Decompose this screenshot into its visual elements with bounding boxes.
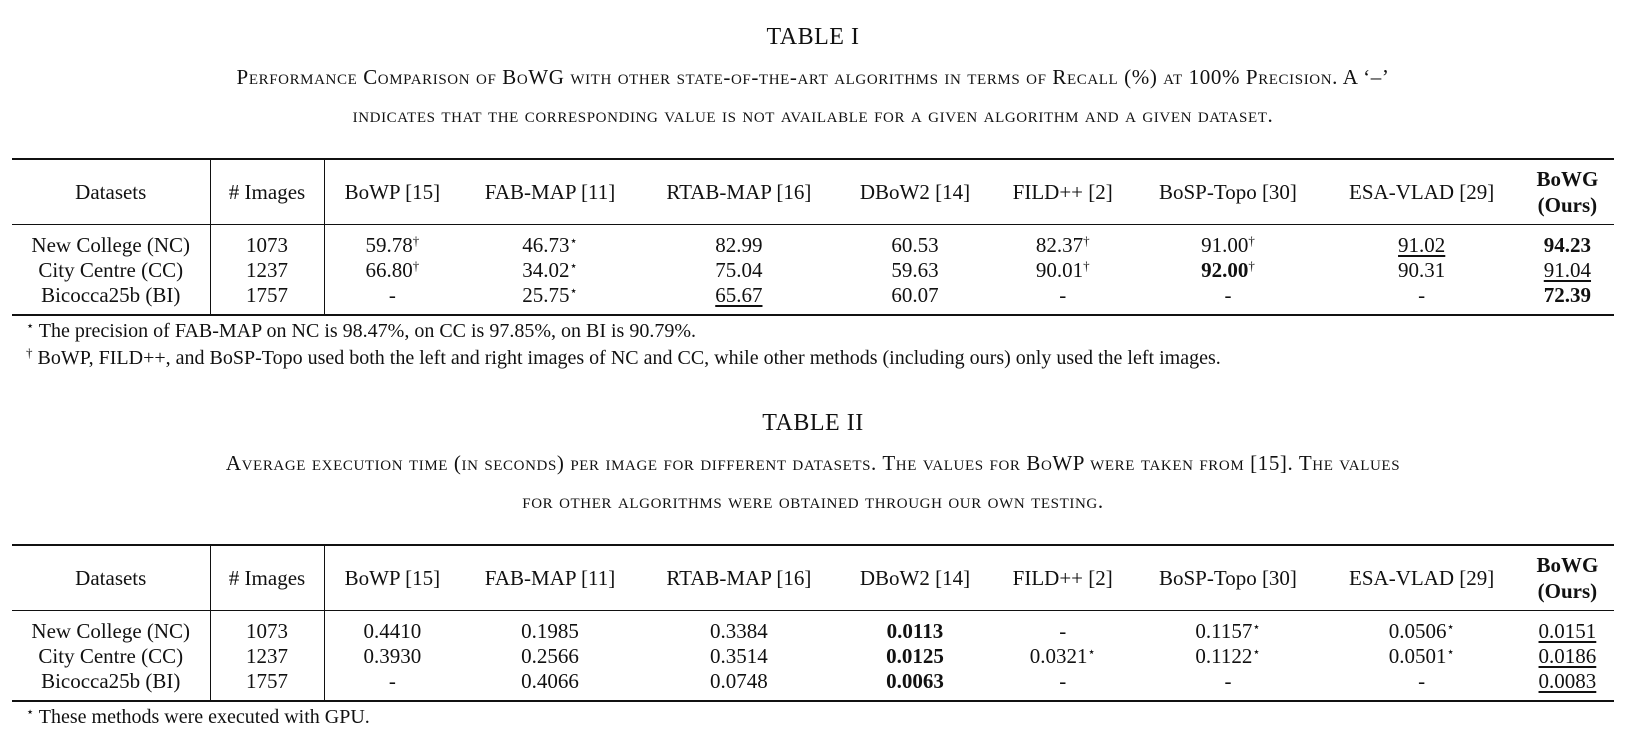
value-cell <box>640 225 838 259</box>
cell-value: 0.0748 <box>709 669 768 693</box>
value-cell <box>460 258 640 283</box>
col-header-dbow2: DBoW2 [14] <box>859 565 971 590</box>
value-cell <box>460 225 640 259</box>
value-cell <box>838 644 992 669</box>
cell-value: 59.78 <box>365 233 413 257</box>
table-row <box>12 644 1614 669</box>
value-cell <box>1323 611 1521 645</box>
cell-value: 82.37 <box>1035 233 1084 257</box>
cell-value: 91.04 <box>1543 258 1592 282</box>
footnote-text: The precision of FAB-MAP on NC is 98.47%, on CC is 97.85%, on BI is 90.79%. <box>34 320 696 342</box>
table-caption <box>12 58 1614 134</box>
col-header-esa-vlad: ESA-VLAD [29] <box>1349 179 1495 204</box>
table-label: TABLE II <box>762 410 864 436</box>
bowg-label: BoWG <box>1536 167 1599 191</box>
footnote-mark: ⋆ <box>1252 644 1261 659</box>
cell-value: 66.80 <box>365 258 413 282</box>
cell-value: 94.23 <box>1543 233 1592 257</box>
value-cell <box>1521 283 1614 315</box>
value-cell <box>992 283 1133 315</box>
cell-value: 0.0506 <box>1388 619 1447 643</box>
cell-value: 72.39 <box>1543 283 1592 307</box>
value-cell <box>1323 225 1521 259</box>
table-1 <box>12 22 1614 372</box>
cell-value: 0.0186 <box>1538 644 1597 668</box>
footnote-text: These methods were executed with GPU. <box>34 706 370 728</box>
cell-value: 0.3514 <box>709 644 768 668</box>
cell-value: 0.2566 <box>521 644 579 668</box>
cell-value: - <box>1059 283 1067 307</box>
table-label: TABLE I <box>766 24 860 50</box>
cell-value: 0.0113 <box>886 619 944 643</box>
col-header-fabmap: FAB-MAP [11] <box>484 565 616 590</box>
dataset-cell: City Centre (CC) <box>12 644 210 669</box>
value-cell <box>640 611 838 645</box>
footnote-mark: ⋆ <box>1446 619 1455 634</box>
footnote-mark: ⋆ <box>569 233 578 248</box>
value-cell <box>324 611 460 645</box>
caption-line: Average execution time (in seconds) per image for different datasets. The values for BoWP were taken from [15]. The values <box>225 451 1401 475</box>
ours-label: (Ours) <box>1537 579 1598 603</box>
col-header-fild: FILD++ [2] <box>1012 179 1113 204</box>
value-cell <box>1521 644 1614 669</box>
dataset-cell: New College (NC) <box>12 611 210 645</box>
col-header-images: # Images <box>210 545 324 611</box>
col-header-bowg-ours <box>1521 159 1614 225</box>
ours-label: (Ours) <box>1537 193 1598 217</box>
value-cell <box>1133 283 1322 315</box>
cell-value: 0.4410 <box>363 619 422 643</box>
cell-value: 65.67 <box>715 283 763 307</box>
cell-value: 0.0151 <box>1538 619 1597 643</box>
footnote-mark: ⋆ <box>569 258 578 273</box>
cell-value: 25.75 <box>522 283 570 307</box>
value-cell <box>1323 258 1521 283</box>
cell-value: - <box>1059 619 1067 643</box>
image-count-cell: 1073 <box>210 611 324 645</box>
cell-value: 0.3384 <box>709 619 768 643</box>
value-cell <box>992 611 1133 645</box>
cell-value: 0.0321 <box>1029 644 1088 668</box>
cell-value: - <box>388 283 396 307</box>
value-cell <box>324 669 460 701</box>
value-cell <box>1133 644 1322 669</box>
cell-value: 60.53 <box>891 233 939 257</box>
col-header-datasets: Datasets <box>12 545 210 611</box>
dataset-cell: Bicocca25b (BI) <box>12 669 210 701</box>
table-row <box>12 283 1614 315</box>
table-row <box>12 225 1614 259</box>
value-cell <box>460 669 640 701</box>
footnote <box>26 345 1614 372</box>
header-row <box>12 159 1614 225</box>
value-cell <box>1521 258 1614 283</box>
footnote-mark: ⋆ <box>1087 644 1096 659</box>
header-row <box>12 545 1614 611</box>
footnote-mark: ⋆ <box>26 318 35 333</box>
cell-value: - <box>1418 669 1426 693</box>
cell-value: 0.1985 <box>521 619 579 643</box>
footnote-mark: † <box>412 233 420 248</box>
caption-line: Performance Comparison of BoWG with other state-of-the-art algorithms in terms of Recall (%) at 100% Precision. A ‘–’ <box>236 65 1390 89</box>
footnote-mark: † <box>1248 233 1255 248</box>
value-cell <box>1133 611 1322 645</box>
col-header-rtabmap: RTAB-MAP [16] <box>666 179 812 204</box>
footnote-mark: ⋆ <box>26 704 35 719</box>
value-cell <box>1323 669 1521 701</box>
value-cell <box>1521 611 1614 645</box>
value-cell <box>324 644 460 669</box>
value-cell <box>1323 283 1521 315</box>
cell-value: 91.00 <box>1201 233 1249 257</box>
value-cell <box>992 258 1133 283</box>
cell-value: 90.31 <box>1398 258 1446 282</box>
value-cell <box>1133 258 1322 283</box>
cell-value: 0.0083 <box>1538 669 1597 693</box>
value-cell <box>992 669 1133 701</box>
value-cell <box>324 283 460 315</box>
value-cell <box>460 611 640 645</box>
cell-value: 91.02 <box>1398 233 1446 257</box>
image-count-cell: 1757 <box>210 283 324 315</box>
value-cell <box>640 258 838 283</box>
cell-value: 0.3930 <box>363 644 422 668</box>
value-cell <box>992 644 1133 669</box>
col-header-fild: FILD++ [2] <box>1012 565 1113 590</box>
table-row <box>12 669 1614 701</box>
col-header-dbow2: DBoW2 [14] <box>859 179 971 204</box>
footnote-text: BoWP, FILD++, and BoSP-Topo used both the left and right images of NC and CC, while other methods (including ours) only used the left images. <box>32 347 1221 369</box>
footnote-mark: ⋆ <box>1252 619 1261 634</box>
cell-value: 0.0501 <box>1388 644 1447 668</box>
cell-value: - <box>1224 669 1232 693</box>
value-cell <box>640 644 838 669</box>
image-count-cell: 1073 <box>210 225 324 259</box>
value-cell <box>1521 669 1614 701</box>
cell-value: - <box>1059 669 1067 693</box>
table-body <box>12 225 1614 316</box>
value-cell <box>324 258 460 283</box>
value-cell <box>460 644 640 669</box>
value-cell <box>838 283 992 315</box>
dataset-cell: City Centre (CC) <box>12 258 210 283</box>
cell-value: 34.02 <box>522 258 570 282</box>
value-cell <box>1133 225 1322 259</box>
cell-value: 75.04 <box>715 258 763 282</box>
cell-value: 0.1157 <box>1195 619 1253 643</box>
col-header-rtabmap: RTAB-MAP [16] <box>666 565 812 590</box>
cell-value: 0.4066 <box>521 669 579 693</box>
cell-value: 92.00 <box>1201 258 1249 282</box>
dataset-cell: New College (NC) <box>12 225 210 259</box>
value-cell <box>992 225 1133 259</box>
col-header-esa-vlad: ESA-VLAD [29] <box>1349 565 1495 590</box>
col-header-bowp: BoWP [15] <box>344 565 441 590</box>
footnote <box>26 704 1614 731</box>
col-header-bosp-topo: BoSP-Topo [30] <box>1158 565 1297 590</box>
cell-value: 46.73 <box>522 233 570 257</box>
value-cell <box>1133 669 1322 701</box>
col-header-fabmap: FAB-MAP [11] <box>484 179 616 204</box>
footnote <box>26 318 1614 345</box>
footnote-mark: ⋆ <box>569 283 578 298</box>
timing-table <box>12 544 1614 702</box>
table-row <box>12 258 1614 283</box>
value-cell <box>838 611 992 645</box>
footnote-mark: ⋆ <box>1446 644 1455 659</box>
value-cell <box>324 225 460 259</box>
value-cell <box>838 225 992 259</box>
dataset-cell: Bicocca25b (BI) <box>12 283 210 315</box>
cell-value: 0.1122 <box>1195 644 1253 668</box>
cell-value: - <box>388 669 396 693</box>
value-cell <box>640 283 838 315</box>
footnotes <box>12 318 1614 372</box>
cell-value: 82.99 <box>715 233 763 257</box>
cell-value: 0.0125 <box>886 644 944 668</box>
footnote-mark: † <box>26 345 33 360</box>
cell-value: 90.01 <box>1035 258 1084 282</box>
footnote-mark: † <box>1083 233 1090 248</box>
table-row <box>12 611 1614 645</box>
value-cell <box>460 283 640 315</box>
value-cell <box>1323 644 1521 669</box>
cell-value: - <box>1224 283 1232 307</box>
caption-line: indicates that the corresponding value is not available for a given algorithm and a given dataset. <box>352 103 1274 127</box>
value-cell <box>838 669 992 701</box>
value-cell <box>1521 225 1614 259</box>
table-caption <box>12 444 1614 520</box>
col-header-images: # Images <box>210 159 324 225</box>
value-cell <box>838 258 992 283</box>
col-header-bosp-topo: BoSP-Topo [30] <box>1158 179 1297 204</box>
cell-value: - <box>1418 283 1426 307</box>
image-count-cell: 1237 <box>210 258 324 283</box>
cell-value: 60.07 <box>891 283 939 307</box>
col-header-datasets: Datasets <box>12 159 210 225</box>
value-cell <box>640 669 838 701</box>
table-body <box>12 611 1614 702</box>
col-header-bowg-ours <box>1521 545 1614 611</box>
footnotes <box>12 704 1614 731</box>
footnote-mark: † <box>1083 258 1090 273</box>
image-count-cell: 1237 <box>210 644 324 669</box>
footnote-mark: † <box>1248 258 1255 273</box>
caption-line: for other algorithms were obtained through our own testing. <box>522 489 1104 513</box>
table-2 <box>12 408 1614 731</box>
cell-value: 59.63 <box>891 258 939 282</box>
image-count-cell: 1757 <box>210 669 324 701</box>
bowg-label: BoWG <box>1536 553 1599 577</box>
col-header-bowp: BoWP [15] <box>344 179 441 204</box>
cell-value: 0.0063 <box>886 669 944 693</box>
footnote-mark: † <box>412 258 420 273</box>
results-table <box>12 158 1614 316</box>
